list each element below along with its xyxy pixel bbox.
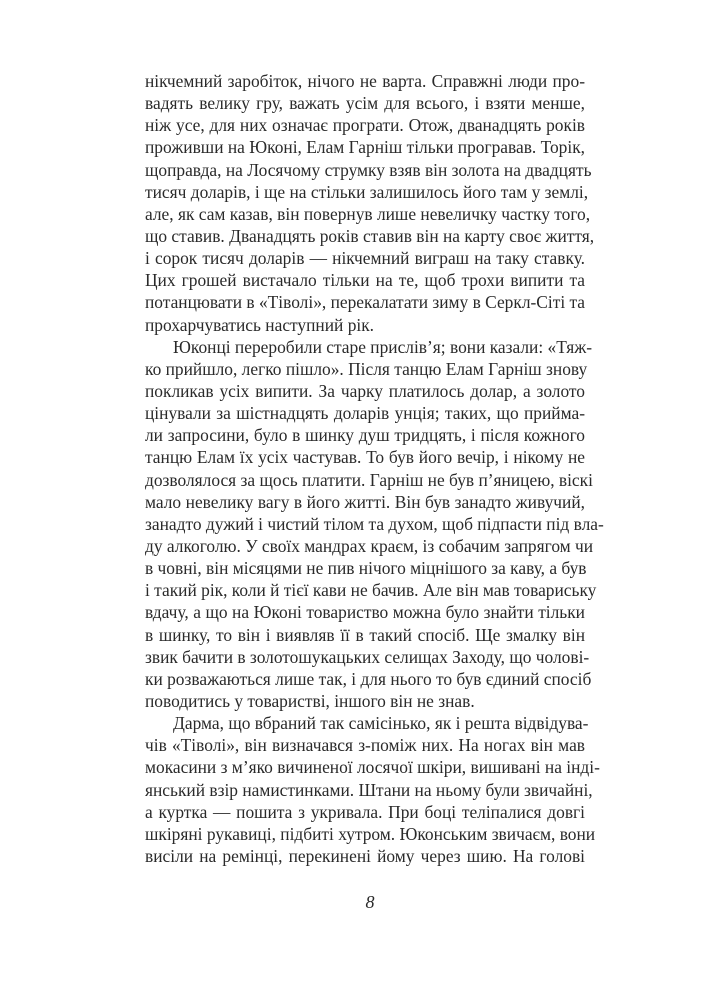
text-line: але, як сам казав, він повернув лише невеличку частку того,	[145, 203, 591, 224]
text-line: шкіряні рукавиці, підбиті хутром. Юконським звичаєм, вони	[145, 823, 596, 844]
text-line: поводитись у товаристві, іншого він не знав.	[145, 690, 475, 711]
text-line: в шинку, то він і виявляв її в такий спосіб. Ще змалку він	[145, 624, 585, 645]
text-line: щоправда, на Лосячому струмку взяв він золота на двадцять	[145, 159, 592, 180]
text-line: в човні, він місяцями не пив нічого міцнішого за каву, а був	[145, 558, 587, 579]
text-line: ніж усе, для них означає програти. Отож, дванадцять років	[145, 115, 585, 136]
text-line: мокасини з м’яко вичиненої лосячої шкіри, вишивані на інді-	[145, 757, 600, 778]
text-line: мало невелику вагу в його житті. Він був занадто живучий,	[145, 491, 585, 512]
text-line: прохарчуватись наступний рік.	[145, 314, 375, 335]
page-number: 8	[365, 892, 375, 912]
text-line: Дарма, що вбраний так самісінько, як і решта відвідува-	[173, 713, 589, 734]
text-line: чів «Тіволі», він визначався з-поміж них. На ногах він мав	[145, 735, 585, 756]
text-line: танцю Елам їх усіх частував. То був його вечір, і нікому не	[145, 447, 585, 468]
text-line: покликав усіх випити. За чарку платилось долар, а золото	[145, 380, 585, 401]
body-text	[145, 70, 604, 867]
text-line: ли запросини, було в шинку душ тридцять, і після кожного	[145, 425, 585, 446]
text-line: потанцювати в «Тіволі», перекалатати зиму в Серкл-Сіті та	[145, 292, 586, 313]
text-line: ко прийшло, легко пішло». Після танцю Елам Гарніш знову	[145, 358, 588, 379]
text-line: Цих грошей вистачало тільки на те, щоб трохи випити та	[145, 270, 585, 291]
text-line: а куртка — пошита з укривала. При боці теліпалися довгі	[145, 801, 585, 822]
text-line: Юконці переробили старе прислів’я; вони казали: «Тяж-	[173, 336, 592, 357]
text-line: що ставив. Дванадцять років ставив він на карту своє життя,	[145, 225, 595, 246]
text-line: дозволялося за щось платити. Гарніш не був п’яницею, віскі	[145, 469, 593, 490]
text-line: янський взір намистинками. Штани на ньому були звичайні,	[145, 779, 593, 800]
text-line: занадто дужий і чистий тілом та духом, щоб підпасти під вла-	[145, 513, 604, 534]
text-line: вадять велику гру, важать усім для всього, і взяти менше,	[145, 93, 585, 114]
text-line: висіли на ремінці, перекинені йому через шию. На голові	[145, 845, 585, 866]
text-line: вдачу, а що на Юконі товариство можна було знайти тільки	[145, 602, 585, 623]
text-line: і такий рік, коли й тієї кави не бачив. Але він мав товариську	[145, 580, 597, 601]
text-line: і сорок тисяч доларів — нікчемний виграш на таку ставку.	[145, 248, 585, 269]
text-line: ки розважаються лише так, і для нього то був єдиний спосіб	[145, 668, 592, 689]
text-line: звик бачити в золотошукацьких селищах Заходу, що чолові-	[145, 646, 590, 667]
text-line: нікчемний заробіток, нічого не варта. Справжні люди про-	[145, 71, 585, 91]
text-line: проживши на Юконі, Елам Гарніш тільки програвав. Торік,	[145, 137, 585, 158]
text-line: цінували за шістнадцять доларів унція; таких, що прийма-	[145, 403, 585, 424]
text-line: тисяч доларів, і ще на стільки залишилось його там у землі,	[145, 181, 589, 202]
text-line: ду алкоголю. У своїх мандрах краєм, із собачим запрягом чи	[145, 535, 594, 556]
